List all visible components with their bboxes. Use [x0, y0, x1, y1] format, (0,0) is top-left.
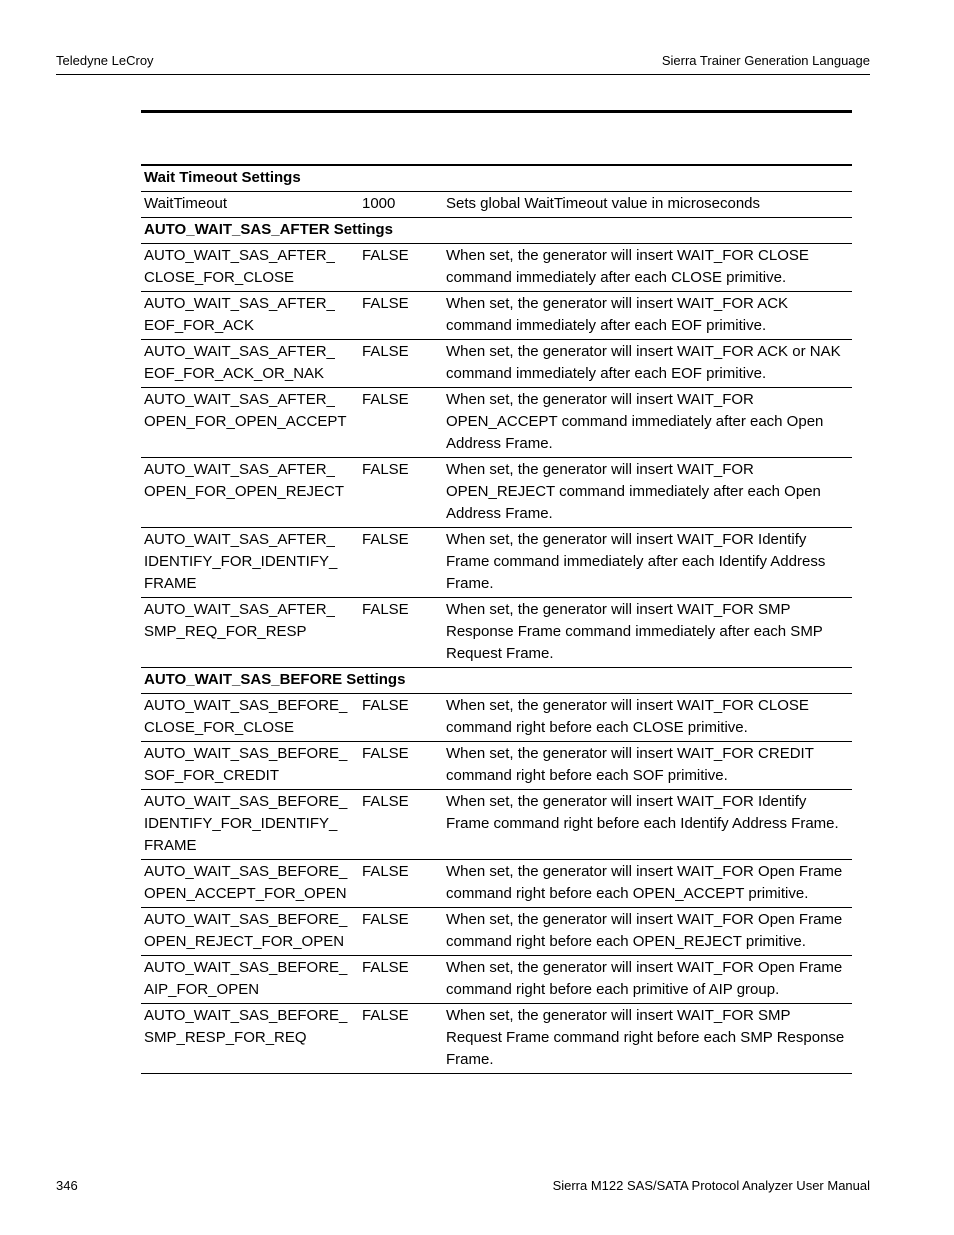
setting-name-part: FRAME	[144, 837, 197, 854]
setting-description: When set, the generator will insert WAIT_FOR CREDIT command right before each SOF primitive.	[443, 742, 852, 790]
setting-name-part: IDENTIFY_FOR_IDENTIFY_	[144, 553, 338, 570]
setting-description: When set, the generator will insert WAIT_FOR ACK command immediately after each EOF primitive.	[443, 292, 852, 340]
setting-name	[141, 1004, 359, 1074]
setting-default-value: FALSE	[359, 860, 443, 908]
setting-name	[141, 388, 359, 458]
setting-description: When set, the generator will insert WAIT_FOR SMP Request Frame command right before each SMP Response Frame.	[443, 1004, 852, 1074]
setting-name-part: EOF_FOR_ACK	[144, 317, 255, 334]
setting-name-part: SMP_RESP_FOR_REQ	[144, 1029, 307, 1046]
setting-name-part: SOF_FOR_CREDIT	[144, 767, 280, 784]
setting-default-value: FALSE	[359, 458, 443, 528]
setting-default-value: FALSE	[359, 790, 443, 860]
section-divider	[141, 110, 852, 113]
setting-default-value: FALSE	[359, 388, 443, 458]
settings-table-body	[141, 165, 852, 1074]
setting-name-part: AUTO_WAIT_SAS_BEFORE_	[144, 697, 348, 714]
setting-name-part: AUTO_WAIT_SAS_AFTER_	[144, 343, 335, 360]
setting-default-value: FALSE	[359, 292, 443, 340]
table-row	[141, 956, 852, 1004]
setting-description: Sets global WaitTimeout value in microseconds	[443, 192, 852, 218]
setting-name-part: AUTO_WAIT_SAS_BEFORE_	[144, 793, 348, 810]
setting-name	[141, 292, 359, 340]
setting-description: When set, the generator will insert WAIT_FOR CLOSE command immediately after each CLOSE primitive.	[443, 244, 852, 292]
section-heading: AUTO_WAIT_SAS_AFTER Settings	[141, 218, 852, 244]
table-row	[141, 694, 852, 742]
setting-description: When set, the generator will insert WAIT_FOR ACK or NAK command immediately after each EOF primitive.	[443, 340, 852, 388]
table-row	[141, 244, 852, 292]
header-chapter-title: Sierra Trainer Generation Language	[661, 53, 870, 68]
setting-description: When set, the generator will insert WAIT_FOR SMP Response Frame command immediately after each SMP Request Frame.	[443, 598, 852, 668]
setting-default-value: 1000	[359, 192, 443, 218]
section-heading: Wait Timeout Settings	[141, 165, 852, 192]
setting-name-part: AUTO_WAIT_SAS_BEFORE_	[144, 745, 348, 762]
setting-name-part: OPEN_FOR_OPEN_REJECT	[144, 483, 345, 500]
setting-name-part: IDENTIFY_FOR_IDENTIFY_	[144, 815, 338, 832]
setting-name-part: OPEN_REJECT_FOR_OPEN	[144, 933, 345, 950]
setting-description: When set, the generator will insert WAIT_FOR Identify Frame command right before each Identify Address Frame.	[443, 790, 852, 860]
table-row	[141, 292, 852, 340]
setting-name-part: AUTO_WAIT_SAS_AFTER_	[144, 531, 335, 548]
setting-default-value: FALSE	[359, 598, 443, 668]
setting-name-part: CLOSE_FOR_CLOSE	[144, 269, 295, 286]
setting-name	[141, 340, 359, 388]
setting-name	[141, 694, 359, 742]
setting-default-value: FALSE	[359, 1004, 443, 1074]
setting-name-part: AUTO_WAIT_SAS_BEFORE_	[144, 1007, 348, 1024]
table-row	[141, 388, 852, 458]
setting-name-part: AUTO_WAIT_SAS_BEFORE_	[144, 911, 348, 928]
setting-name-part: OPEN_ACCEPT_FOR_OPEN	[144, 885, 347, 902]
setting-description: When set, the generator will insert WAIT_FOR OPEN_REJECT command immediately after each Open Address Frame.	[443, 458, 852, 528]
setting-description: When set, the generator will insert WAIT_FOR OPEN_ACCEPT command immediately after each Open Address Frame.	[443, 388, 852, 458]
section-heading-row	[141, 165, 852, 192]
table-row	[141, 908, 852, 956]
setting-default-value: FALSE	[359, 956, 443, 1004]
setting-description: When set, the generator will insert WAIT_FOR Open Frame command right before each OPEN_REJECT primitive.	[443, 908, 852, 956]
setting-name	[141, 192, 359, 218]
header-divider	[56, 74, 870, 75]
setting-description: When set, the generator will insert WAIT_FOR CLOSE command right before each CLOSE primitive.	[443, 694, 852, 742]
table-row	[141, 1004, 852, 1074]
table-row	[141, 340, 852, 388]
setting-default-value: FALSE	[359, 742, 443, 790]
setting-name	[141, 598, 359, 668]
setting-name	[141, 956, 359, 1004]
table-row	[141, 742, 852, 790]
setting-default-value: FALSE	[359, 340, 443, 388]
section-heading-row	[141, 218, 852, 244]
setting-name-part: AUTO_WAIT_SAS_AFTER_	[144, 601, 335, 618]
setting-name-part: SMP_REQ_FOR_RESP	[144, 623, 307, 640]
setting-default-value: FALSE	[359, 528, 443, 598]
setting-default-value: FALSE	[359, 244, 443, 292]
setting-name-part: WaitTimeout	[144, 195, 228, 212]
table-row	[141, 860, 852, 908]
table-row	[141, 528, 852, 598]
setting-name	[141, 244, 359, 292]
setting-name	[141, 790, 359, 860]
setting-name-part: FRAME	[144, 575, 197, 592]
setting-name-part: AIP_FOR_OPEN	[144, 981, 260, 998]
setting-default-value: FALSE	[359, 694, 443, 742]
setting-name-part: AUTO_WAIT_SAS_AFTER_	[144, 461, 335, 478]
setting-name-part: AUTO_WAIT_SAS_AFTER_	[144, 295, 335, 312]
setting-name-part: AUTO_WAIT_SAS_BEFORE_	[144, 863, 348, 880]
setting-name	[141, 908, 359, 956]
setting-name	[141, 458, 359, 528]
setting-name-part: AUTO_WAIT_SAS_AFTER_	[144, 391, 335, 408]
setting-name-part: CLOSE_FOR_CLOSE	[144, 719, 295, 736]
setting-name-part: AUTO_WAIT_SAS_AFTER_	[144, 247, 335, 264]
page-number: 346	[56, 1178, 78, 1193]
setting-description: When set, the generator will insert WAIT_FOR Open Frame command right before each OPEN_ACCEPT primitive.	[443, 860, 852, 908]
setting-name	[141, 528, 359, 598]
manual-title: Sierra M122 SAS/SATA Protocol Analyzer User Manual	[552, 1178, 870, 1193]
setting-description: When set, the generator will insert WAIT_FOR Identify Frame command immediately after each Identify Address Frame.	[443, 528, 852, 598]
header-company: Teledyne LeCroy	[56, 53, 154, 68]
setting-name-part: AUTO_WAIT_SAS_BEFORE_	[144, 959, 348, 976]
setting-name-part: OPEN_FOR_OPEN_ACCEPT	[144, 413, 347, 430]
setting-name-part: EOF_FOR_ACK_OR_NAK	[144, 365, 325, 382]
setting-name	[141, 742, 359, 790]
setting-name	[141, 860, 359, 908]
setting-default-value: FALSE	[359, 908, 443, 956]
section-heading: AUTO_WAIT_SAS_BEFORE Settings	[141, 668, 852, 694]
setting-description: When set, the generator will insert WAIT_FOR Open Frame command right before each primitive of AIP group.	[443, 956, 852, 1004]
table-row	[141, 598, 852, 668]
table-row	[141, 192, 852, 218]
settings-table	[141, 164, 852, 1074]
section-heading-row	[141, 668, 852, 694]
table-row	[141, 458, 852, 528]
table-row	[141, 790, 852, 860]
